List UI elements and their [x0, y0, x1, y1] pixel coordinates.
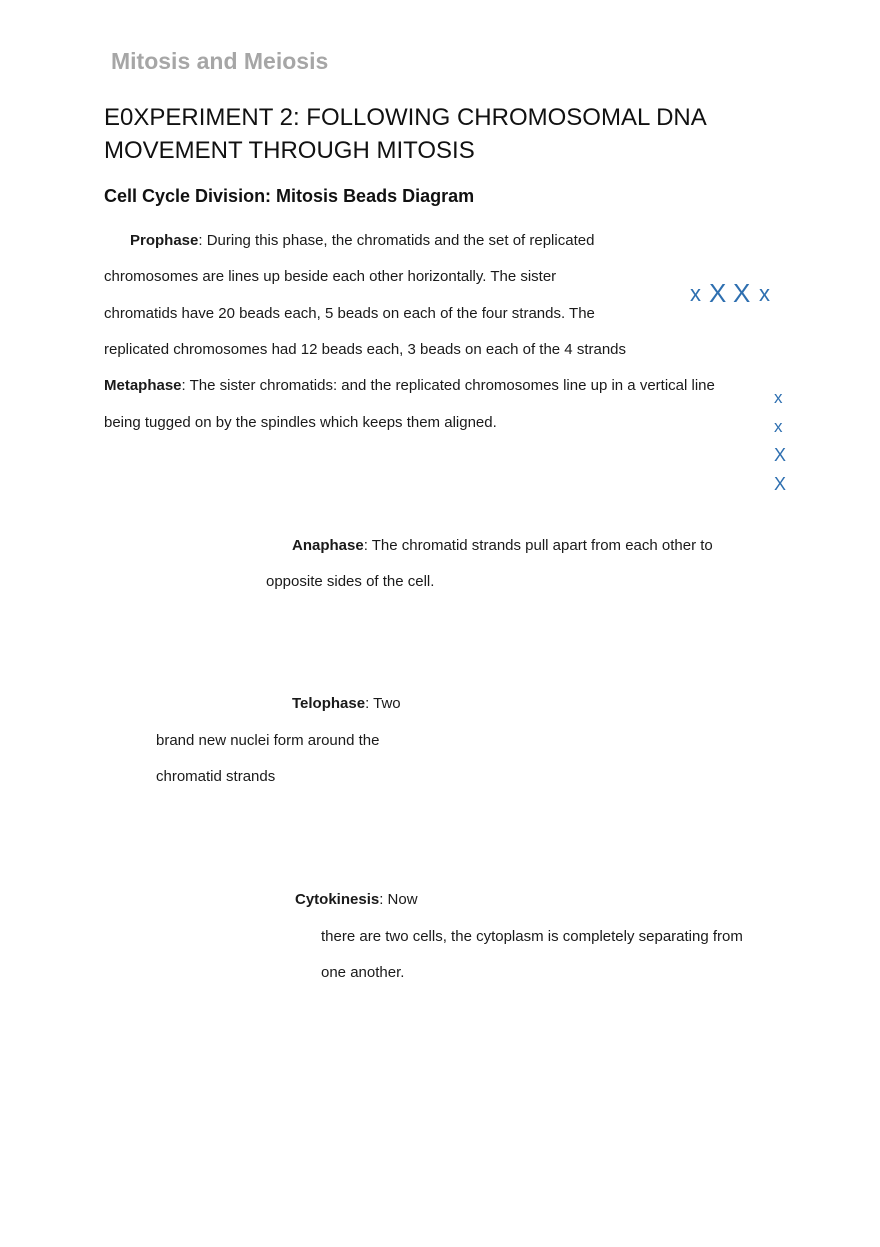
- anaphase-line-2: opposite sides of the cell.: [266, 573, 435, 590]
- prophase-bead-4: x: [759, 281, 770, 306]
- experiment-heading: [104, 101, 707, 167]
- prophase-line-2: chromosomes are lines up beside each other horizontally. The sister: [104, 268, 557, 285]
- experiment-heading-line-2: MOVEMENT THROUGH MITOSIS: [104, 137, 475, 164]
- telophase-line-3: chromatid strands: [156, 768, 276, 785]
- prophase-line-3: chromatids have 20 beads each, 5 beads on each of the four strands. The: [104, 305, 595, 322]
- telophase-line-2: brand new nuclei form around the: [156, 732, 380, 749]
- metaphase-line-1: Metaphase: The sister chromatids: and the replicated chromosomes line up in a vertical line: [104, 377, 715, 394]
- telophase-term: Telophase: [292, 695, 366, 712]
- cytokinesis-line-2: there are two cells, the cytoplasm is completely separating from: [321, 928, 743, 945]
- metaphase-line-2: being tugged on by the spindles which keeps them aligned.: [104, 414, 497, 431]
- prophase-bead-1: x: [690, 281, 701, 306]
- cytokinesis-term: Cytokinesis: [295, 891, 380, 908]
- experiment-heading-line-1: E0XPERIMENT 2: FOLLOWING CHROMOSOMAL DNA: [104, 104, 707, 131]
- anaphase-term: Anaphase: [292, 537, 364, 554]
- prophase-line-1: Prophase: During this phase, the chromatids and the set of replicated: [130, 232, 595, 249]
- metaphase-bead-2: x: [774, 417, 783, 436]
- section-subheading: Cell Cycle Division: Mitosis Beads Diagram: [104, 186, 475, 206]
- telophase-line-1: Telophase: Two: [292, 695, 401, 712]
- metaphase-term: Metaphase: [104, 377, 182, 394]
- prophase-line-4: replicated chromosomes had 12 beads each, 3 beads on each of the 4 strands: [104, 341, 627, 358]
- cytokinesis-line-3: one another.: [321, 964, 405, 981]
- metaphase-bead-4: X: [774, 474, 787, 494]
- prophase-term: Prophase: [130, 232, 199, 249]
- prophase-bead-3: X: [733, 278, 751, 308]
- metaphase-bead-3: X: [774, 445, 787, 465]
- document-header-title: Mitosis and Meiosis: [111, 48, 329, 74]
- anaphase-line-1: Anaphase: The chromatid strands pull apart from each other to: [292, 537, 713, 554]
- cytokinesis-line-1: Cytokinesis: Now: [295, 891, 418, 908]
- metaphase-bead-1: x: [774, 388, 783, 407]
- prophase-bead-2: X: [709, 278, 727, 308]
